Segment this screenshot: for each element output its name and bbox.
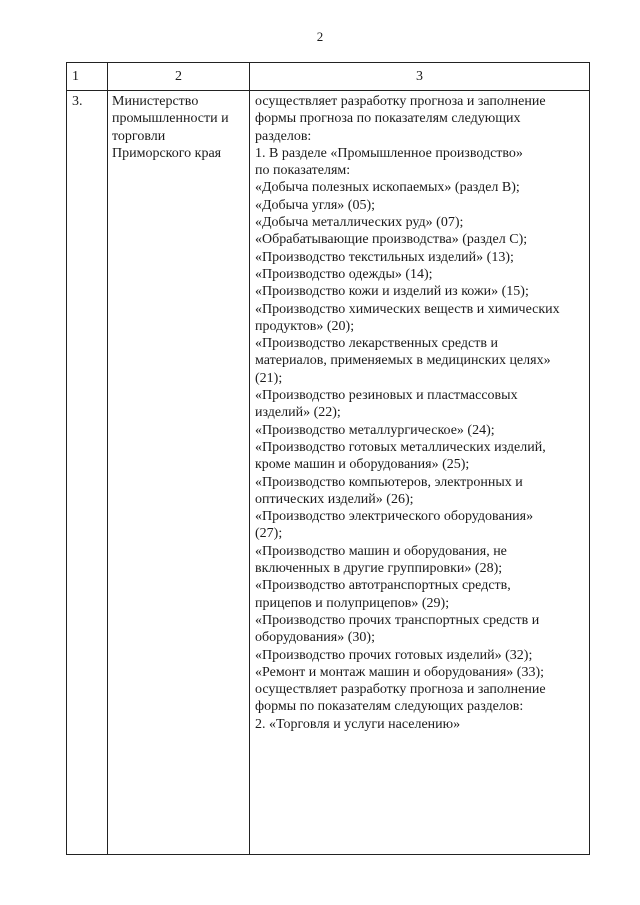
description-line: 2. «Торговля и услуги населению» (255, 716, 461, 732)
organization-line: Приморского края (112, 145, 222, 161)
description-line: материалов, применяемых в медицинских целях» (255, 353, 551, 369)
header-col-2: 2 (108, 63, 250, 91)
description-line: формы по показателям следующих разделов: (255, 699, 524, 715)
description-line: «Производство готовых металлических изделий, (255, 439, 546, 455)
description-line: кроме машин и оборудования» (25); (255, 457, 470, 473)
description-line: разделов: (255, 128, 312, 144)
description-line: по показателям: (255, 163, 351, 179)
description-line: (27); (255, 526, 283, 542)
description-line: «Производство прочих транспортных средств и (255, 612, 540, 628)
description-line: «Производство автотранспортных средств, (255, 578, 511, 594)
description-line: «Производство электрического оборудования» (255, 509, 534, 525)
page-number: 2 (316, 29, 324, 44)
description-line: «Ремонт и монтаж машин и оборудования» (33); (255, 664, 544, 680)
description-line: «Производство кожи и изделий из кожи» (15); (255, 284, 529, 300)
description-line: продуктов» (20); (255, 318, 355, 334)
description-line: «Производство прочих готовых изделий» (32); (255, 647, 533, 663)
description-line: формы прогноза по показателям следующих (255, 111, 521, 127)
description-line: прицепов и полуприцепов» (29); (255, 595, 450, 611)
description-lines (255, 93, 583, 733)
organization-cell (108, 91, 250, 855)
description-line: «Производство машин и оборудования, не (255, 543, 507, 559)
description-line: оптических изделий» (26); (255, 491, 414, 507)
description-line: осуществляет разработку прогноза и заполнение (255, 682, 546, 698)
description-line: «Производство одежды» (14); (255, 266, 433, 282)
description-line: изделий» (22); (255, 405, 341, 421)
description-line: «Производство резиновых и пластмассовых (255, 388, 518, 404)
organization-line: торговли (112, 128, 166, 144)
description-line: «Производство химических веществ и химических (255, 301, 560, 317)
description-line: осуществляет разработку прогноза и заполнение (255, 94, 546, 109)
description-line: «Добыча металлических руд» (07); (255, 215, 464, 231)
description-line: «Добыча угля» (05); (255, 197, 376, 213)
header-col-3: 3 (250, 63, 590, 91)
description-line: «Производство текстильных изделий» (13); (255, 249, 514, 265)
description-line: включенных в другие группировки» (28); (255, 561, 503, 577)
row-number: 3. (67, 91, 108, 855)
description-cell (250, 91, 590, 855)
description-line: оборудования» (30); (255, 630, 375, 646)
description-line: «Производство лекарственных средств и (255, 336, 498, 352)
description-line: (21); (255, 370, 283, 386)
description-line: 1. В разделе «Промышленное производство» (255, 145, 523, 161)
header-col-1: 1 (67, 63, 108, 91)
table-row (67, 91, 590, 855)
description-line: «Добыча полезных ископаемых» (раздел B); (255, 180, 520, 196)
description-line: «Производство металлургическое» (24); (255, 422, 495, 438)
description-line: «Обрабатывающие производства» (раздел С); (255, 232, 528, 248)
organization-line: Министерство (112, 94, 199, 109)
document-table (66, 62, 590, 855)
organization-line: промышленности и (112, 111, 229, 127)
table-header-row (67, 63, 590, 91)
description-line: «Производство компьютеров, электронных и (255, 474, 523, 490)
